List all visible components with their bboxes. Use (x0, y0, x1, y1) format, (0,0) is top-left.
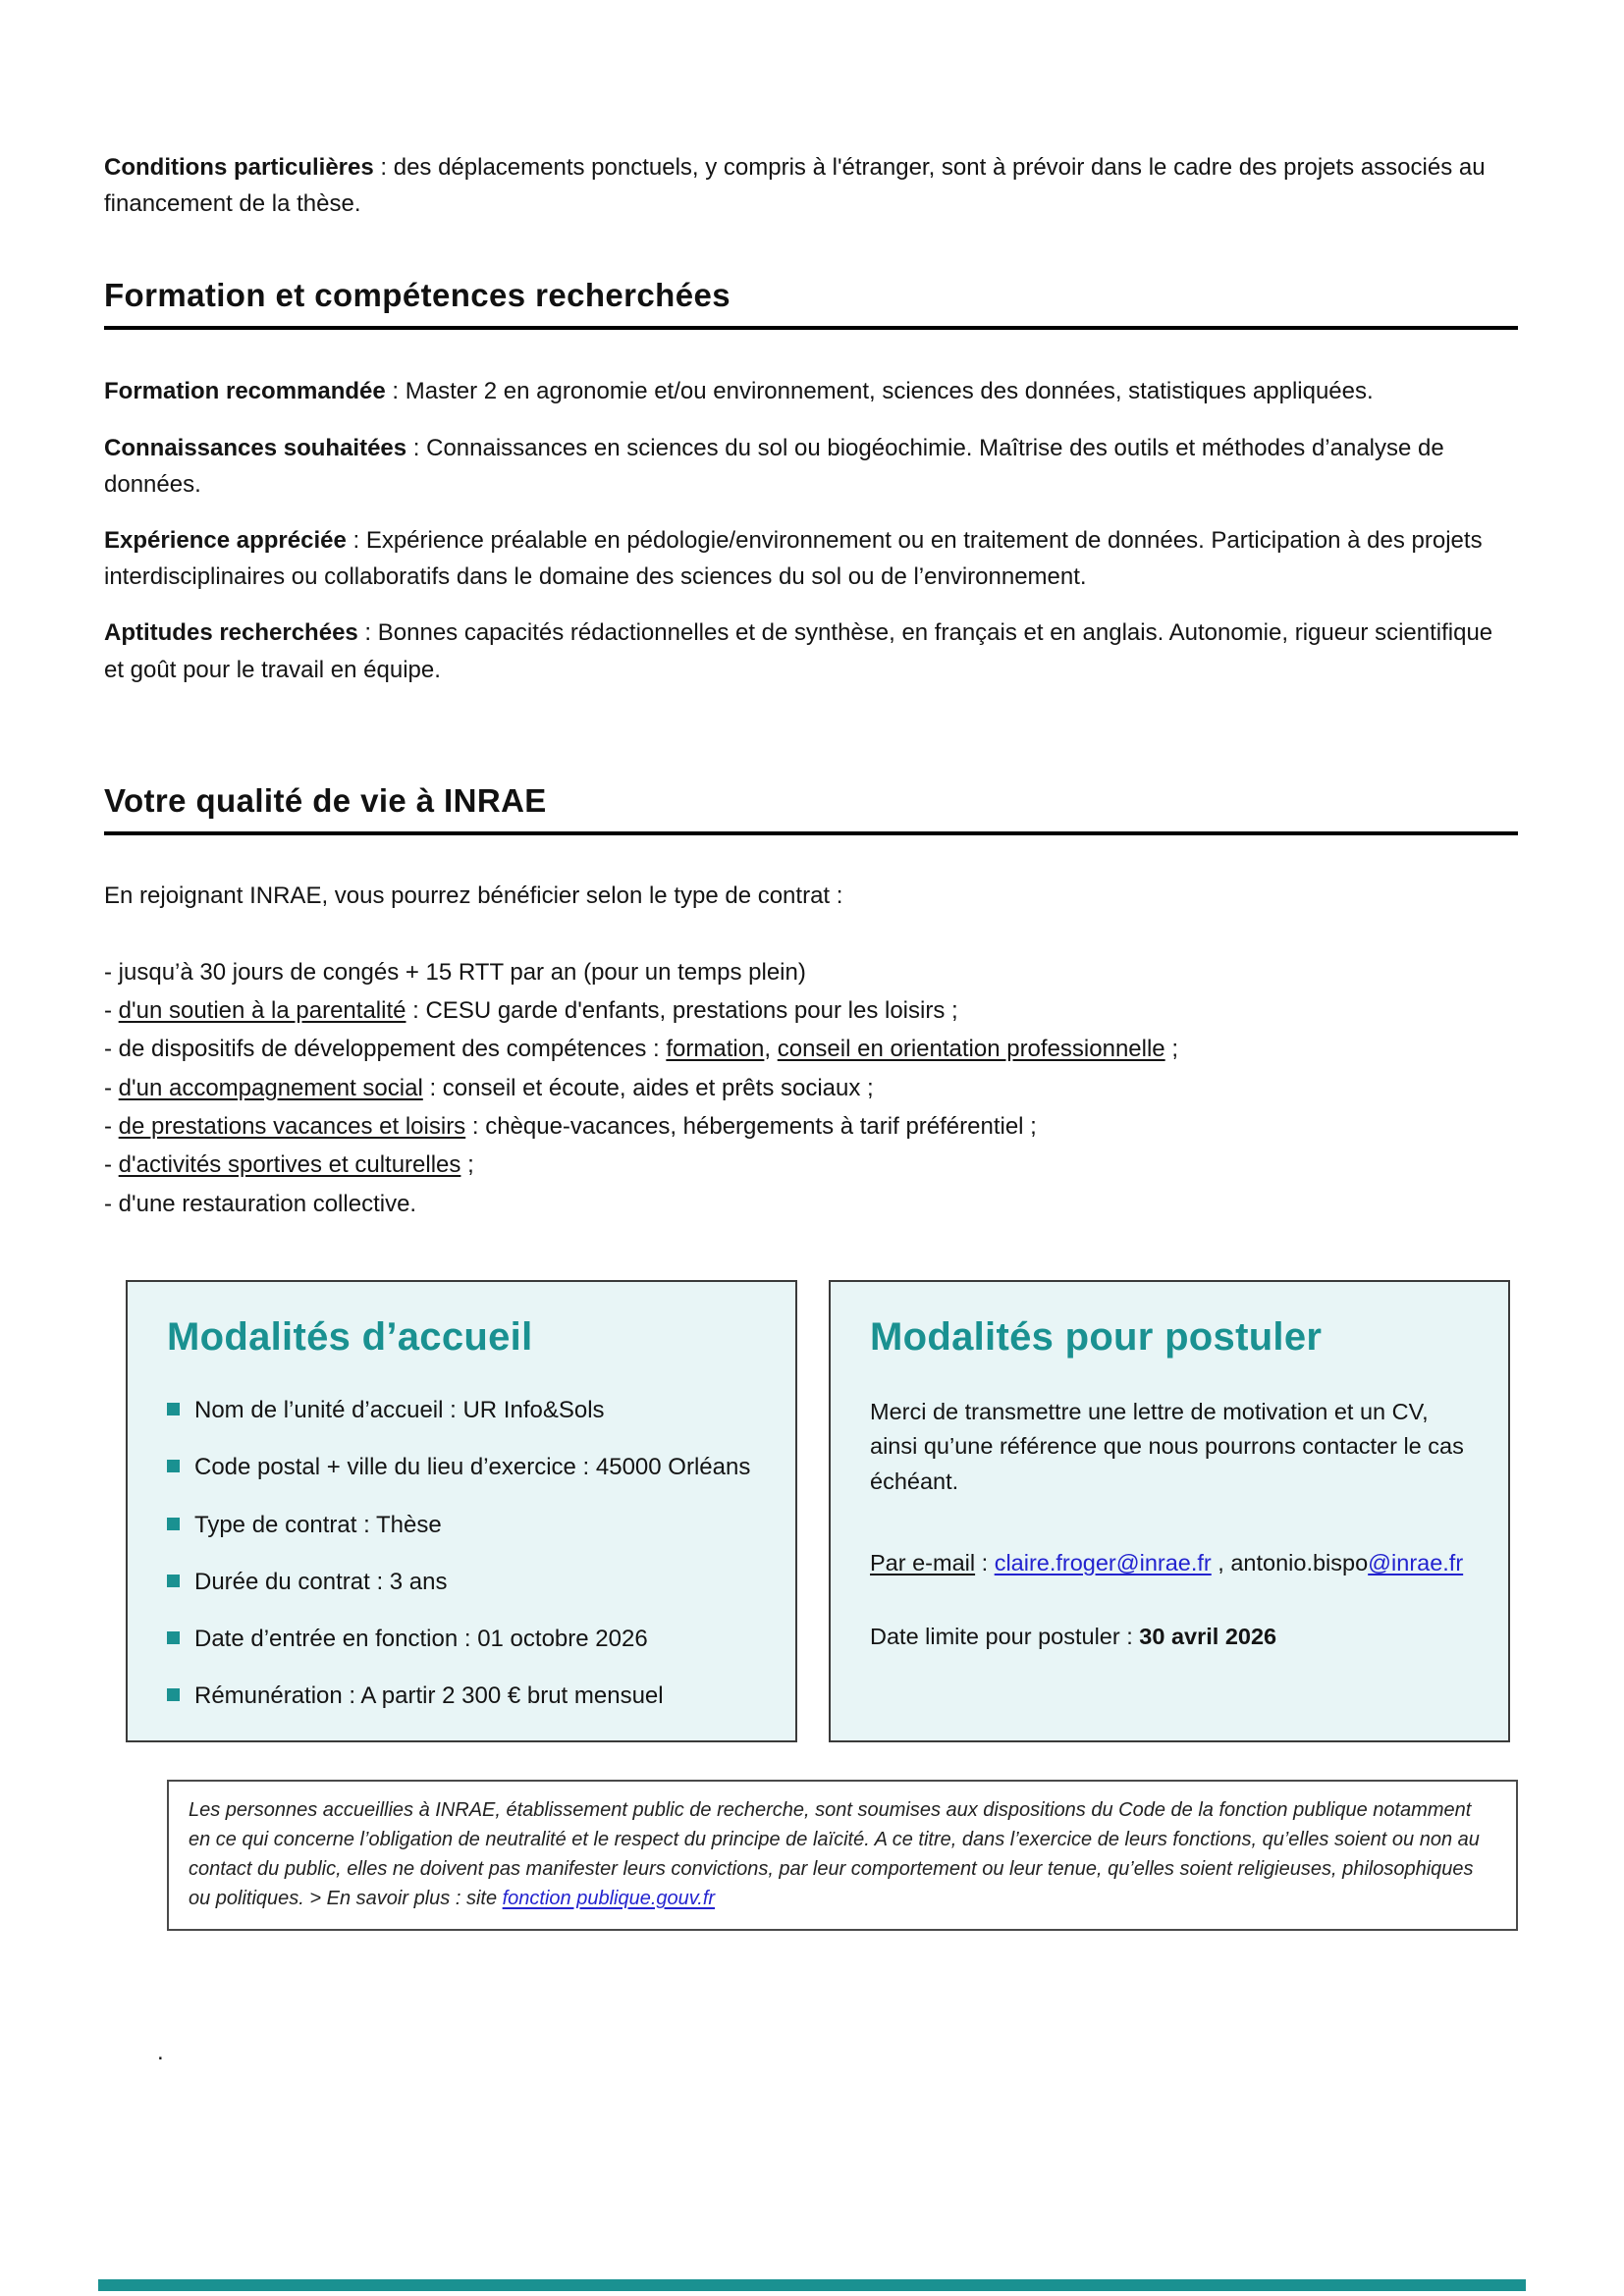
benefit-vacances-prefix: - (104, 1113, 119, 1141)
benefit-competences-separator: , (764, 1036, 778, 1063)
qualite-vie-intro: En rejoignant INRAE, vous pourrez bénéficier selon le type de contrat : (104, 881, 843, 909)
connaissances-label: Connaissances souhaitées (104, 434, 407, 461)
accueil-item-duree (167, 1567, 756, 1597)
accueil-item-date-entree (167, 1624, 756, 1654)
benefit-conges: - jusqu’à 30 jours de congés + 15 RTT par an (pour un temps plein) (104, 958, 806, 986)
benefit-parentalite-rest: : CESU garde d'enfants, prestations pour les loisirs ; (406, 997, 958, 1025)
benefits-list (104, 953, 1518, 1224)
benefit-vacances-rest: : chèque-vacances, hébergements à tarif préférentiel ; (465, 1113, 1037, 1141)
activites-sportives-link[interactable]: d'activités sportives et culturelles (118, 1151, 461, 1179)
aptitudes-label: Aptitudes recherchées (104, 619, 358, 647)
email-line (870, 1550, 1469, 1576)
deadline-line (870, 1624, 1469, 1650)
square-bullet-icon (167, 1688, 180, 1701)
bottom-teal-bar (98, 2279, 1526, 2291)
section-heading-qualite-vie: Votre qualité de vie à INRAE (104, 782, 1518, 835)
square-bullet-icon (167, 1575, 180, 1587)
modalites-postuler-title: Modalités pour postuler (870, 1315, 1323, 1360)
postuler-instructions: Merci de transmettre une lettre de motivation et un CV, ainsi qu’une référence que nous pourrons contacter le cas échéant. (870, 1399, 1464, 1494)
deadline-value: 30 avril 2026 (1139, 1623, 1277, 1649)
conditions-paragraph (104, 149, 1518, 222)
benefit-accompagnement-rest: : conseil et écoute, aides et prêts sociaux ; (422, 1074, 874, 1101)
benefit-competences-rest: ; (1164, 1036, 1178, 1063)
modalites-postuler-box (829, 1280, 1510, 1742)
square-bullet-icon (167, 1460, 180, 1472)
accueil-item-date-entree-text: Date d’entrée en fonction : 01 octobre 2026 (194, 1625, 648, 1652)
benefit-sport-culture-rest: ; (460, 1151, 474, 1179)
section-heading-formation: Formation et compétences recherchées (104, 277, 1518, 330)
benefit-competences (104, 1030, 1518, 1068)
stray-dot: . (157, 2039, 164, 2066)
benefit-parentalite-prefix: - (104, 997, 119, 1025)
conseil-orientation-link[interactable]: conseil en orientation professionnelle (777, 1036, 1165, 1063)
square-bullet-icon (167, 1518, 180, 1530)
deadline-label: Date limite pour postuler : (870, 1623, 1140, 1649)
benefit-restauration: - d'une restauration collective. (104, 1190, 417, 1217)
email-link-claire-froger[interactable]: claire.froger@inrae.fr (994, 1549, 1212, 1575)
benefit-competences-prefix: - de dispositifs de développement des compétences : (104, 1036, 667, 1063)
accueil-item-unite-text: Nom de l’unité d’accueil : UR Info&Sols (194, 1397, 605, 1424)
connaissances-text: : Connaissances en sciences du sol ou biogéochimie. Maîtrise des outils et méthodes d’analyse de données. (104, 434, 1444, 498)
prestations-vacances-link[interactable]: de prestations vacances et loisirs (118, 1113, 466, 1141)
accueil-item-remuneration (167, 1681, 756, 1711)
accueil-item-unite (167, 1395, 756, 1425)
experience-paragraph (104, 522, 1518, 595)
accueil-item-type-contrat (167, 1510, 756, 1540)
accueil-item-duree-text: Durée du contrat : 3 ans (194, 1568, 448, 1595)
neutrality-footnote (167, 1780, 1518, 1931)
formation-recommandee-label: Formation recommandée (104, 378, 386, 405)
email-middle-text: , antonio.bispo (1211, 1549, 1369, 1575)
email-label: Par e-mail (870, 1549, 976, 1575)
experience-label: Expérience appréciée (104, 526, 347, 554)
fonction-publique-link[interactable]: fonction publique.gouv.fr (502, 1888, 716, 1910)
connaissances-paragraph (104, 430, 1518, 503)
benefit-accompagnement-prefix: - (104, 1074, 119, 1101)
square-bullet-icon (167, 1403, 180, 1415)
accueil-item-remuneration-text: Rémunération : A partir 2 300 € brut mensuel (194, 1682, 664, 1710)
accueil-item-code-postal-text: Code postal + ville du lieu d’exercice : 45000 Orléans (194, 1454, 751, 1481)
conditions-text: : des déplacements ponctuels, y compris à l'étranger, sont à prévoir dans le cadre des projets associés au financement de la thèse. (104, 154, 1486, 218)
formation-recommandee-text: : Master 2 en agronomie et/ou environnement, sciences des données, statistiques appliquées. (385, 378, 1374, 405)
formation-link[interactable]: formation (666, 1036, 765, 1063)
benefit-accompagnement (104, 1069, 1518, 1107)
experience-text: : Expérience préalable en pédologie/environnement ou en traitement de données. Participation à des projets interdisciplinaires ou collaboratifs dans le domaine des sciences du sol ou de l’environnement. (104, 526, 1483, 591)
accueil-item-code-postal (167, 1452, 756, 1482)
modalites-accueil-title: Modalités d’accueil (167, 1315, 533, 1360)
aptitudes-text: : Bonnes capacités rédactionnelles et de synthèse, en français et en anglais. Autonomie, rigueur scientifique et goût pour le travail en équipe. (104, 619, 1493, 683)
conditions-label: Conditions particulières (104, 154, 374, 181)
benefit-sport-culture-prefix: - (104, 1151, 119, 1179)
email-link-antonio-bispo[interactable]: @inrae.fr (1368, 1549, 1464, 1575)
info-boxes (126, 1280, 1518, 1742)
parentalite-link[interactable]: d'un soutien à la parentalité (118, 997, 406, 1025)
square-bullet-icon (167, 1631, 180, 1644)
benefit-sport-culture (104, 1146, 1518, 1184)
benefit-vacances (104, 1107, 1518, 1146)
aptitudes-paragraph (104, 614, 1518, 687)
modalites-accueil-box (126, 1280, 797, 1742)
benefit-parentalite (104, 991, 1518, 1030)
email-separator: : (975, 1549, 995, 1575)
formation-recommandee-paragraph (104, 373, 1518, 409)
accompagnement-social-link[interactable]: d'un accompagnement social (118, 1074, 423, 1101)
footnote-text: Les personnes accueillies à INRAE, établissement public de recherche, sont soumises aux dispositions du Code de la fonction publique notamment en ce qui concerne l’obligation de neutralité et le respect du principe de laïcité. A ce titre, dans l’exercice de leurs fonctions, qu’elles soient ou non au contact du public, elles ne doivent pas manifester leurs convictions, par leur comportement ou leur tenue, qu’elles soient religieuses, philosophiques ou politiques. > En savoir plus : site (189, 1799, 1480, 1910)
accueil-item-type-contrat-text: Type de contrat : Thèse (194, 1511, 442, 1538)
